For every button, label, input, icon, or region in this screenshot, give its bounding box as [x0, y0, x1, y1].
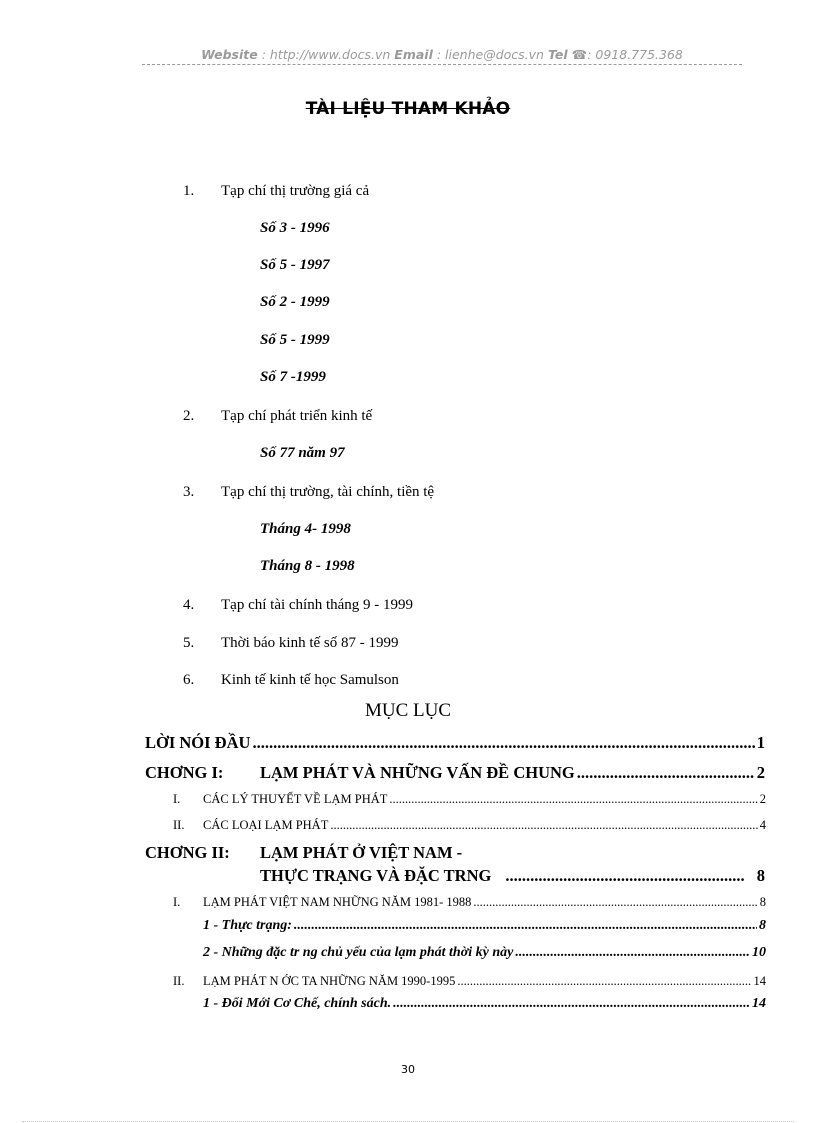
toc-entry-label: 2 - Những đặc tr ng chủ yếu của lạm phát thời kỳ này	[203, 945, 514, 960]
toc-leader	[457, 974, 751, 989]
toc-page-number: 14	[752, 996, 766, 1011]
reference-subitem: Số 77 năm 97	[260, 445, 345, 461]
reference-subitem: Số 3 - 1996	[260, 220, 330, 236]
toc-entry-label: LẠM PHÁT N ỚC TA NHỮNG NĂM 1990-1995	[203, 974, 456, 988]
toc-leader	[473, 895, 757, 910]
toc-entry-label: LẠM PHÁT VIỆT NAM NHỮNG NĂM 1981- 1988	[203, 895, 472, 909]
page-number: 30	[401, 1063, 415, 1076]
toc-page-number: 10	[752, 945, 766, 960]
toc-entry-section[interactable]	[173, 792, 766, 807]
reference-subitem: Tháng 4- 1998	[260, 521, 351, 537]
toc-entry-label: 1 - Thực trạng:	[203, 918, 292, 933]
reference-number: 3.	[183, 484, 195, 500]
reference-text: Tạp chí tài chính tháng 9 - 1999	[221, 597, 414, 613]
toc-leader	[515, 945, 750, 961]
toc-page-number: 2	[756, 763, 765, 782]
toc-chapter-prefix: CHƠNG I:	[145, 763, 224, 782]
toc-entry-label: CÁC LÝ THUYẾT VỀ LẠM PHÁT	[203, 792, 388, 806]
toc-entry-subsection[interactable]	[203, 945, 766, 961]
toc-roman-numeral: II.	[173, 974, 185, 988]
toc-page-number: 1	[756, 733, 765, 752]
page-header	[142, 47, 742, 62]
toc-entry-chapter-1[interactable]	[145, 763, 765, 783]
reference-number: 5.	[183, 635, 195, 651]
toc-leader	[505, 866, 744, 886]
toc-entry-subsection[interactable]	[203, 918, 766, 934]
reference-subitem: Số 5 - 1999	[260, 332, 330, 348]
toc-leader	[393, 996, 750, 1012]
reference-text: Tạp chí phát triển kinh tế	[221, 408, 373, 424]
toc-entry-chapter-2-cont[interactable]	[260, 866, 765, 886]
reference-number: 6.	[183, 672, 195, 688]
reference-number: 2.	[183, 408, 195, 424]
toc-roman-numeral: I.	[173, 792, 181, 806]
toc-entry-section[interactable]	[173, 974, 766, 989]
toc-entry-intro[interactable]	[145, 733, 765, 753]
phone-icon: ☎	[571, 47, 588, 62]
toc-chapter-prefix: CHƠNG II:	[145, 843, 230, 862]
toc-page-number: 4	[759, 818, 766, 832]
toc-entry-label: LẠM PHÁT VÀ NHỮNG VẤN ĐỀ CHUNG	[260, 763, 575, 782]
toc-leader	[577, 763, 755, 783]
toc-entry-label: CÁC LOẠI LẠM PHÁT	[203, 818, 329, 832]
toc-entry-label: 1 - Đổi Mới Cơ Chế, chính sách.	[203, 996, 392, 1011]
toc-title: MỤC LỤC	[364, 700, 452, 721]
reference-text: Tạp chí thị trường giá cả	[221, 183, 370, 199]
email-label: Email	[394, 47, 433, 62]
toc-entry-chapter-2[interactable]	[145, 843, 505, 863]
website-url[interactable]: : http://www.docs.vn	[261, 47, 391, 62]
footer-divider	[22, 1121, 794, 1122]
toc-roman-numeral: II.	[173, 818, 185, 832]
reference-number: 4.	[183, 597, 195, 613]
toc-roman-numeral: I.	[173, 895, 181, 909]
header-divider	[142, 64, 742, 65]
toc-entry-label-cont: THỰC TRẠNG VÀ ĐẶC TRNG	[260, 866, 492, 885]
website-label: Website	[201, 47, 258, 62]
reference-subitem: Tháng 8 - 1998	[260, 558, 355, 574]
toc-entry-section[interactable]	[173, 818, 766, 833]
toc-leader	[294, 918, 757, 934]
toc-entry-label: LẠM PHÁT Ở VIỆT NAM -	[260, 843, 463, 862]
toc-page-number: 2	[759, 792, 766, 806]
tel-number: : 0918.775.368	[587, 47, 683, 62]
toc-page-number: 8	[759, 918, 766, 933]
toc-entry-label: LỜI NÓI ĐẦU	[145, 733, 251, 752]
toc-page-number: 8	[759, 895, 766, 909]
reference-number: 1.	[183, 183, 195, 199]
toc-page-number: 14	[753, 974, 766, 988]
toc-leader	[389, 792, 757, 807]
reference-subitem: Số 7 -1999	[260, 369, 326, 385]
reference-text: Tạp chí thị trường, tài chính, tiền tệ	[221, 484, 435, 500]
reference-text: Kinh tế kinh tế học Samulson	[221, 672, 399, 688]
tel-label: Tel	[547, 47, 568, 62]
email-address[interactable]: : lienhe@docs.vn	[436, 47, 544, 62]
reference-text: Thời báo kinh tế số 87 - 1999	[221, 635, 399, 651]
toc-page-number: 8	[756, 866, 765, 885]
reference-subitem: Số 2 - 1999	[260, 294, 330, 310]
reference-subitem: Số 5 - 1997	[260, 257, 330, 273]
toc-entry-subsection[interactable]	[203, 996, 766, 1012]
page-title: TÀI LIỆU THAM KHẢO	[305, 99, 511, 119]
toc-leader	[252, 733, 754, 753]
toc-entry-section[interactable]	[173, 895, 766, 910]
toc-leader	[330, 818, 757, 833]
